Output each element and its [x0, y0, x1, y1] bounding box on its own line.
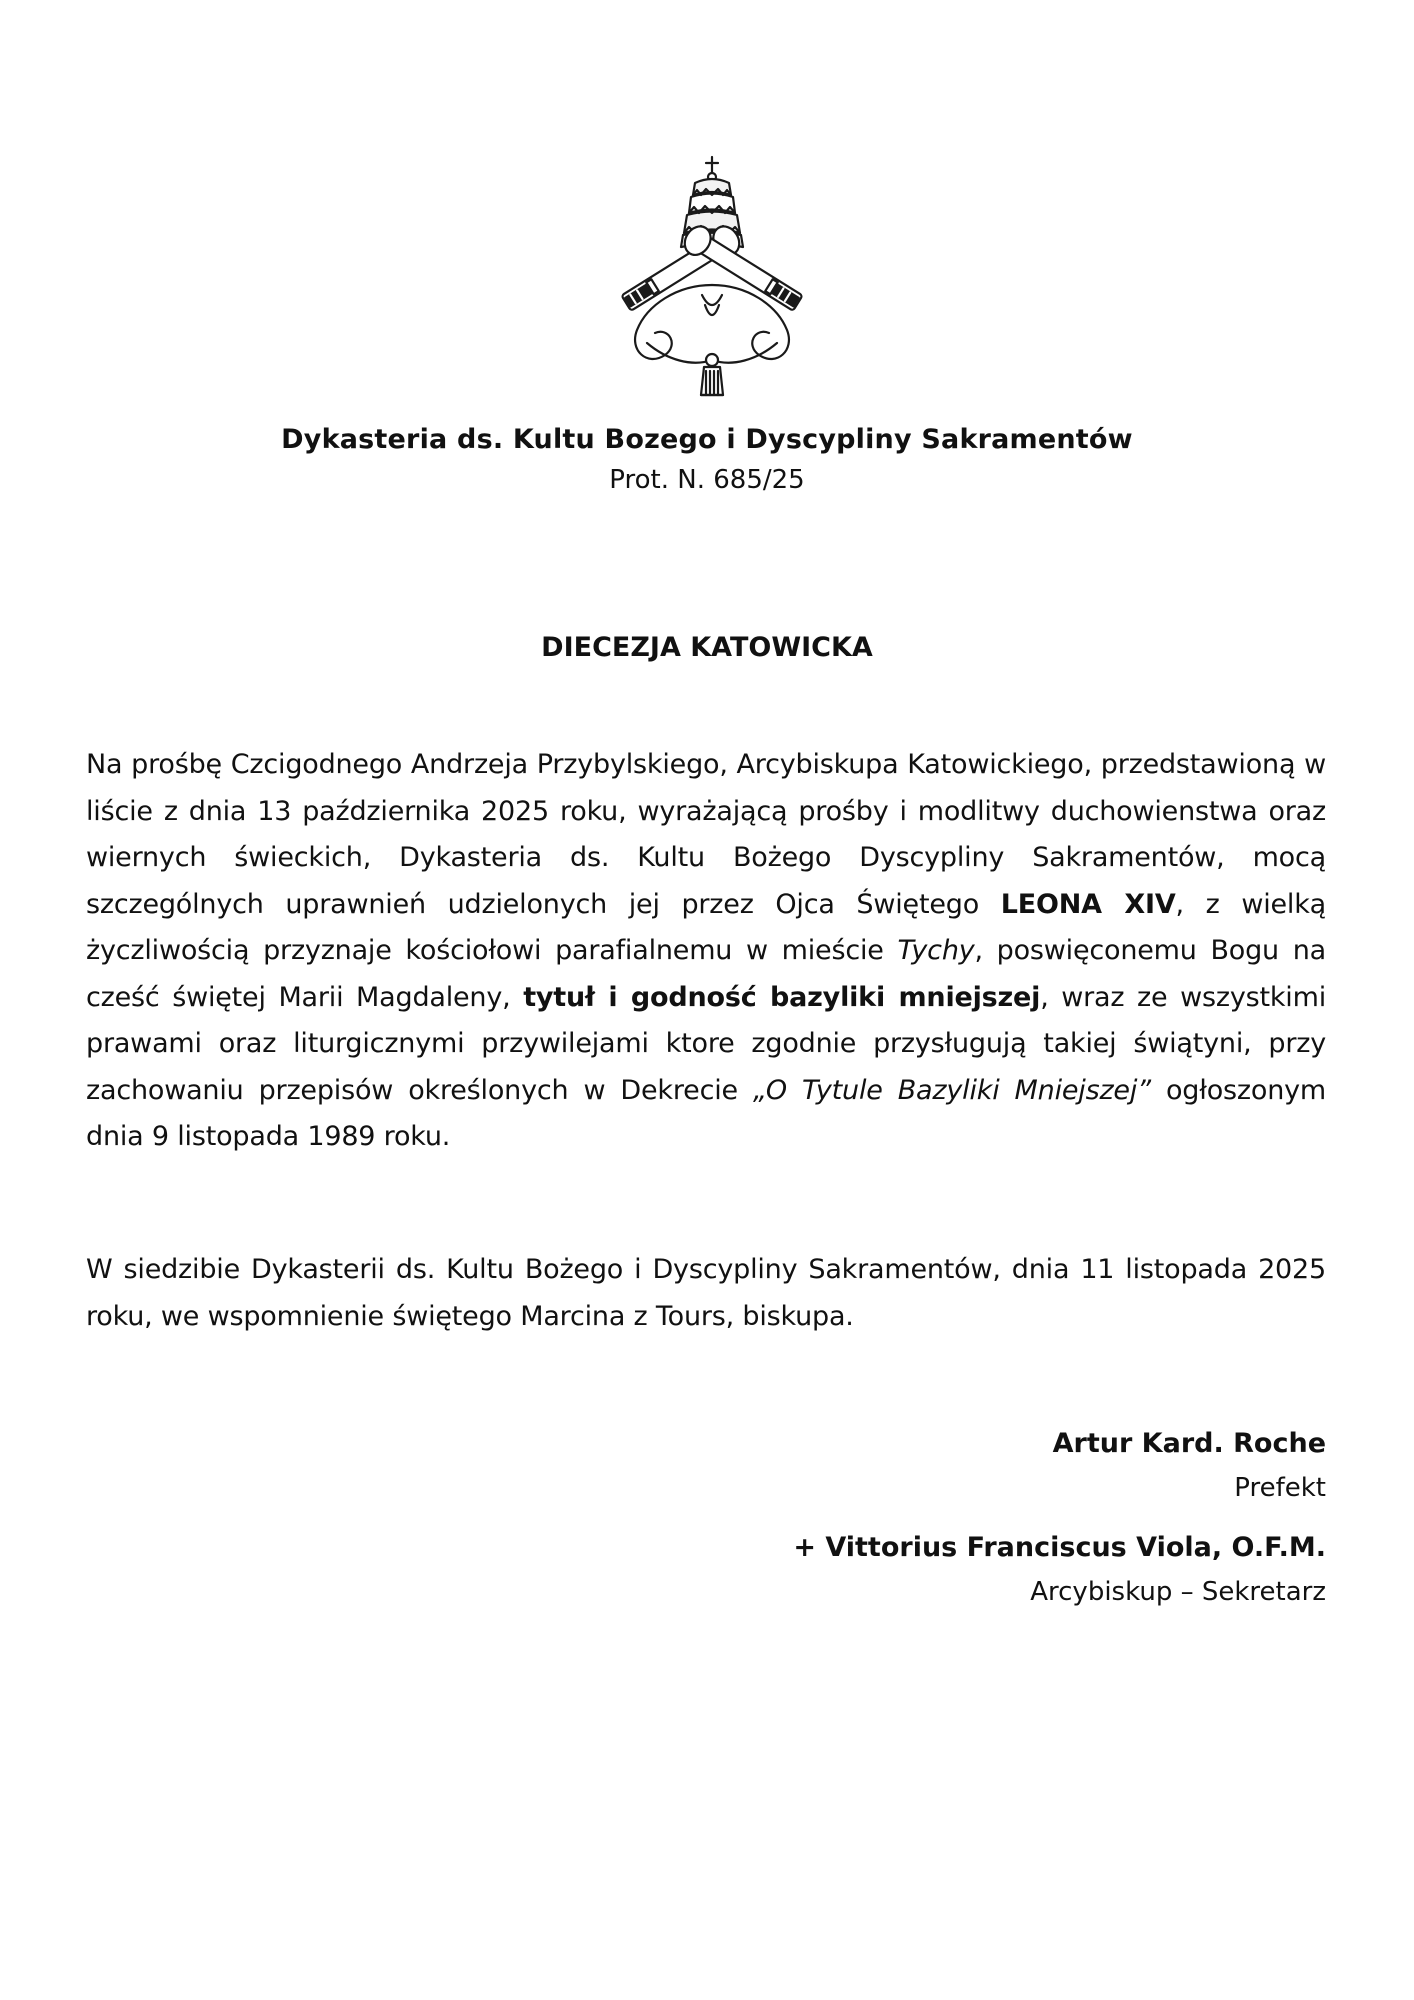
body-text-part: , wraz ze wszystkimi prawami oraz liturgicznymi przywilejami ktore zgodnie przysługują takiej świątyni, przy zachowaniu przepisów określonych w Dekrecie [86, 981, 1326, 1106]
city-name: Tychy [897, 935, 975, 966]
body-text-part: ogłoszonym dnia 9 listopada 1989 roku. [86, 1074, 1326, 1152]
protocol-number: Prot. N. 685/25 [609, 465, 805, 495]
body-text-part: , poswięconemu Bogu na cześć świętej Marii Magdaleny, [86, 935, 1326, 1013]
signatory-title: Prefekt [1234, 1473, 1326, 1503]
signatory-name: Artur Kard. Roche [1052, 1428, 1326, 1459]
body-text-part: Na prośbę Czcigodnego Andrzeja Przybylskiego, Arcybiskupa Katowickiego, przedstawioną w liście z dnia 13 października 2025 roku, wyrażającą prośby i modlitwy duchowienstwa oraz wiernych świeckich, Dykasteria ds. Kultu Bożego Dyscypliny Sakramentów, mocą szczególnych uprawnień udzielonych jej przez Ojca Świętego [86, 749, 1326, 920]
dicastery-name: Dykasteria ds. Kultu Bozego i Dyscypliny Sakramentów [281, 424, 1133, 455]
granted-title: tytuł i godność bazyliki mniejszej [523, 981, 1041, 1013]
signatory-name: + Vittorius Franciscus Viola, O.F.M. [793, 1532, 1326, 1563]
decree-title: „O Tytule Bazyliki Mniejszej” [753, 1074, 1151, 1106]
signature-block [526, 1422, 1326, 1614]
closing-paragraph: W siedzibie Dykasterii ds. Kultu Bożego i Dyscypliny Sakramentów, dnia 11 listopada 2025 roku, we wspomnienie świętego Marcina z Tours, biskupa. [86, 1254, 1326, 1332]
papal-emblem-icon [607, 155, 817, 400]
pope-name: LEONA XIV [1000, 888, 1176, 920]
signatory-title: Arcybiskup – Sekretarz [1030, 1577, 1326, 1607]
body-text-part: , z wielką życzliwością przyznaje kościołowi parafialnemu w mieście [86, 888, 1327, 966]
decree-body [86, 742, 1326, 1161]
diocese-heading: DIECEZJA KATOWICKA [541, 632, 873, 663]
document-header [0, 420, 1414, 500]
